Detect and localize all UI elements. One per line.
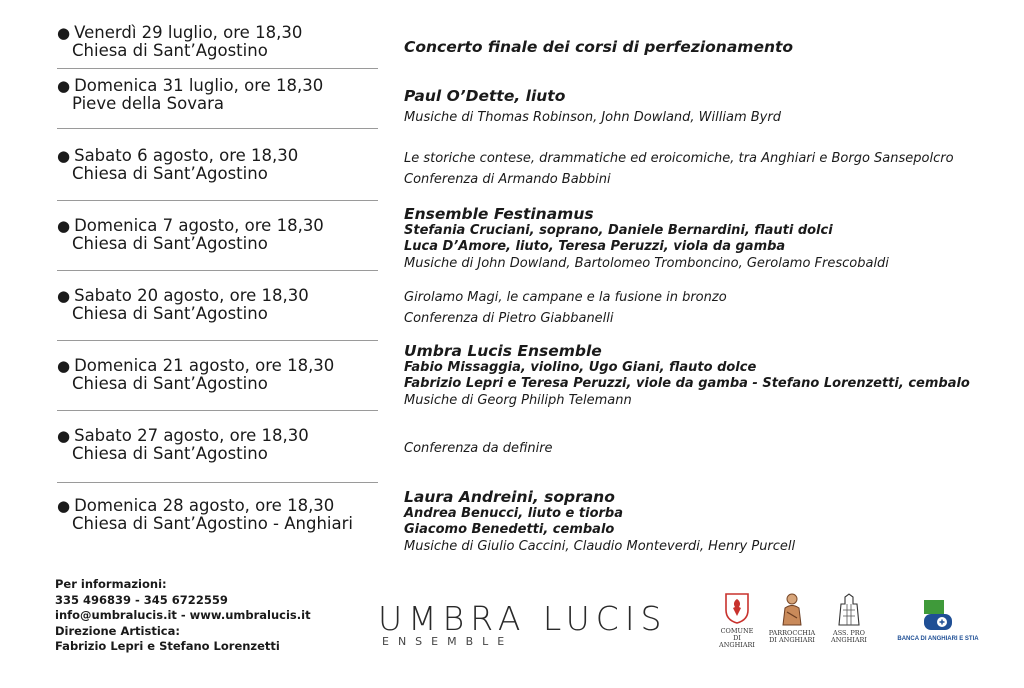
separator	[57, 68, 378, 69]
date-when: Venerdì 29 luglio, ore 18,30	[74, 23, 303, 42]
info-directors: Fabrizio Lepri e Stefano Lorenzetti	[55, 639, 280, 653]
event-lecture-speaker: Conferenza di Armando Babbini	[404, 172, 611, 187]
date-entry	[57, 77, 378, 113]
date-when: Domenica 21 agosto, ore 18,30	[74, 356, 335, 375]
date-venue: Chiesa di Sant’Agostino	[72, 164, 268, 183]
event-entry	[404, 87, 1014, 126]
date-venue: Chiesa di Sant’Agostino	[72, 234, 268, 253]
event-program: Musiche di Georg Philiph Telemann	[404, 393, 632, 408]
date-entry	[57, 287, 378, 323]
sponsor-parrocchia-anghiari: PARROCCHIA DI ANGHIARI	[768, 592, 816, 644]
event-program: Musiche di Giulio Caccini, Claudio Monteverdi, Henry Purcell	[404, 539, 796, 554]
event-performers: Giacomo Benedetti, cembalo	[404, 522, 615, 537]
date-when: Sabato 20 agosto, ore 18,30	[74, 286, 309, 305]
date-when: Domenica 31 luglio, ore 18,30	[74, 76, 324, 95]
event-entry	[404, 342, 1014, 409]
event-entry	[404, 150, 1014, 188]
date-venue: Chiesa di Sant’Agostino	[72, 41, 268, 60]
event-performers: Fabio Missaggia, violino, Ugo Giani, flauto dolce	[404, 360, 757, 375]
info-heading: Per informazioni:	[55, 577, 167, 591]
date-entry	[57, 497, 378, 533]
bullet-icon: ●	[57, 357, 71, 375]
sponsor-pro-anghiari: ASS. PRO ANGHIARI	[828, 592, 870, 644]
event-performers: Stefania Cruciani, soprano, Daniele Bernardini, flauti dolci	[404, 223, 833, 238]
event-entry	[404, 488, 1014, 555]
date-venue: Chiesa di Sant’Agostino	[72, 444, 268, 463]
date-venue: Chiesa di Sant’Agostino	[72, 374, 268, 393]
event-lecture-speaker: Conferenza di Pietro Giabbanelli	[404, 311, 614, 326]
event-lecture-title: Girolamo Magi, le campane e la fusione in bronzo	[404, 290, 727, 305]
date-entry	[57, 427, 378, 463]
bullet-icon: ●	[57, 217, 71, 235]
bullet-icon: ●	[57, 287, 71, 305]
date-entry	[57, 147, 378, 183]
date-when: Sabato 27 agosto, ore 18,30	[74, 426, 309, 445]
event-program: Musiche di Thomas Robinson, John Dowland, William Byrd	[404, 110, 781, 125]
separator	[57, 340, 378, 341]
bank-name: BANCA DI ANGHIARI E STIA	[897, 636, 979, 642]
event-title: Concerto finale dei corsi di perfezionamento	[404, 38, 794, 56]
date-entry	[57, 357, 378, 393]
separator	[57, 128, 378, 129]
umbra-lucis-logo	[378, 599, 668, 648]
event-title: Ensemble Festinamus	[404, 205, 594, 223]
event-lecture-title: Conferenza da definire	[404, 441, 553, 456]
separator	[57, 410, 378, 411]
event-title: Paul O’Dette, liuto	[404, 87, 566, 105]
date-venue: Chiesa di Sant’Agostino	[72, 304, 268, 323]
bullet-icon: ●	[57, 77, 71, 95]
bullet-icon: ●	[57, 497, 71, 515]
date-entry	[57, 24, 378, 60]
bullet-icon: ●	[57, 24, 71, 42]
separator	[57, 482, 378, 483]
comune-crest-icon	[724, 592, 750, 624]
event-entry	[404, 440, 1014, 457]
logo-subtitle: ENSEMBLE	[382, 635, 514, 648]
contact-info	[55, 577, 311, 655]
info-email-web: info@umbralucis.it - www.umbralucis.it	[55, 608, 311, 622]
bullet-icon: ●	[57, 147, 71, 165]
date-when: Domenica 28 agosto, ore 18,30	[74, 496, 335, 515]
info-direction-heading: Direzione Artistica:	[55, 623, 180, 638]
event-entry	[404, 205, 1014, 272]
date-when: Sabato 6 agosto, ore 18,30	[74, 146, 299, 165]
event-performers: Luca D’Amore, liuto, Teresa Peruzzi, viola da gamba	[404, 239, 786, 254]
separator	[57, 200, 378, 201]
sponsor-banca-anghiari-stia	[893, 598, 983, 643]
logo-name: UMBRA LUCIS	[378, 599, 668, 638]
sponsor-comune-anghiari: COMUNE DI ANGHIARI	[716, 592, 758, 649]
event-performers: Andrea Benucci, liuto e tiorba	[404, 506, 623, 521]
separator	[57, 270, 378, 271]
saint-figure-icon	[777, 592, 807, 626]
event-program: Musiche di John Dowland, Bartolomeo Tromboncino, Gerolamo Frescobaldi	[404, 256, 889, 271]
tower-drawing-icon	[834, 592, 864, 626]
event-entry	[404, 38, 1014, 56]
date-venue: Pieve della Sovara	[72, 94, 224, 113]
bank-logo-icon	[918, 598, 958, 632]
event-title: Umbra Lucis Ensemble	[404, 342, 602, 360]
date-when: Domenica 7 agosto, ore 18,30	[74, 216, 324, 235]
event-lecture-title: Le storiche contese, drammatiche ed eroicomiche, tra Anghiari e Borgo Sansepolcro	[404, 151, 954, 166]
event-performers: Fabrizio Lepri e Teresa Peruzzi, viole da gamba - Stefano Lorenzetti, cembalo	[404, 376, 970, 391]
event-title: Laura Andreini, soprano	[404, 488, 615, 506]
event-entry	[404, 289, 1014, 327]
info-phones: 335 496839 - 345 6722559	[55, 592, 228, 607]
date-venue: Chiesa di Sant’Agostino - Anghiari	[72, 514, 353, 533]
bullet-icon: ●	[57, 427, 71, 445]
date-entry	[57, 217, 378, 253]
